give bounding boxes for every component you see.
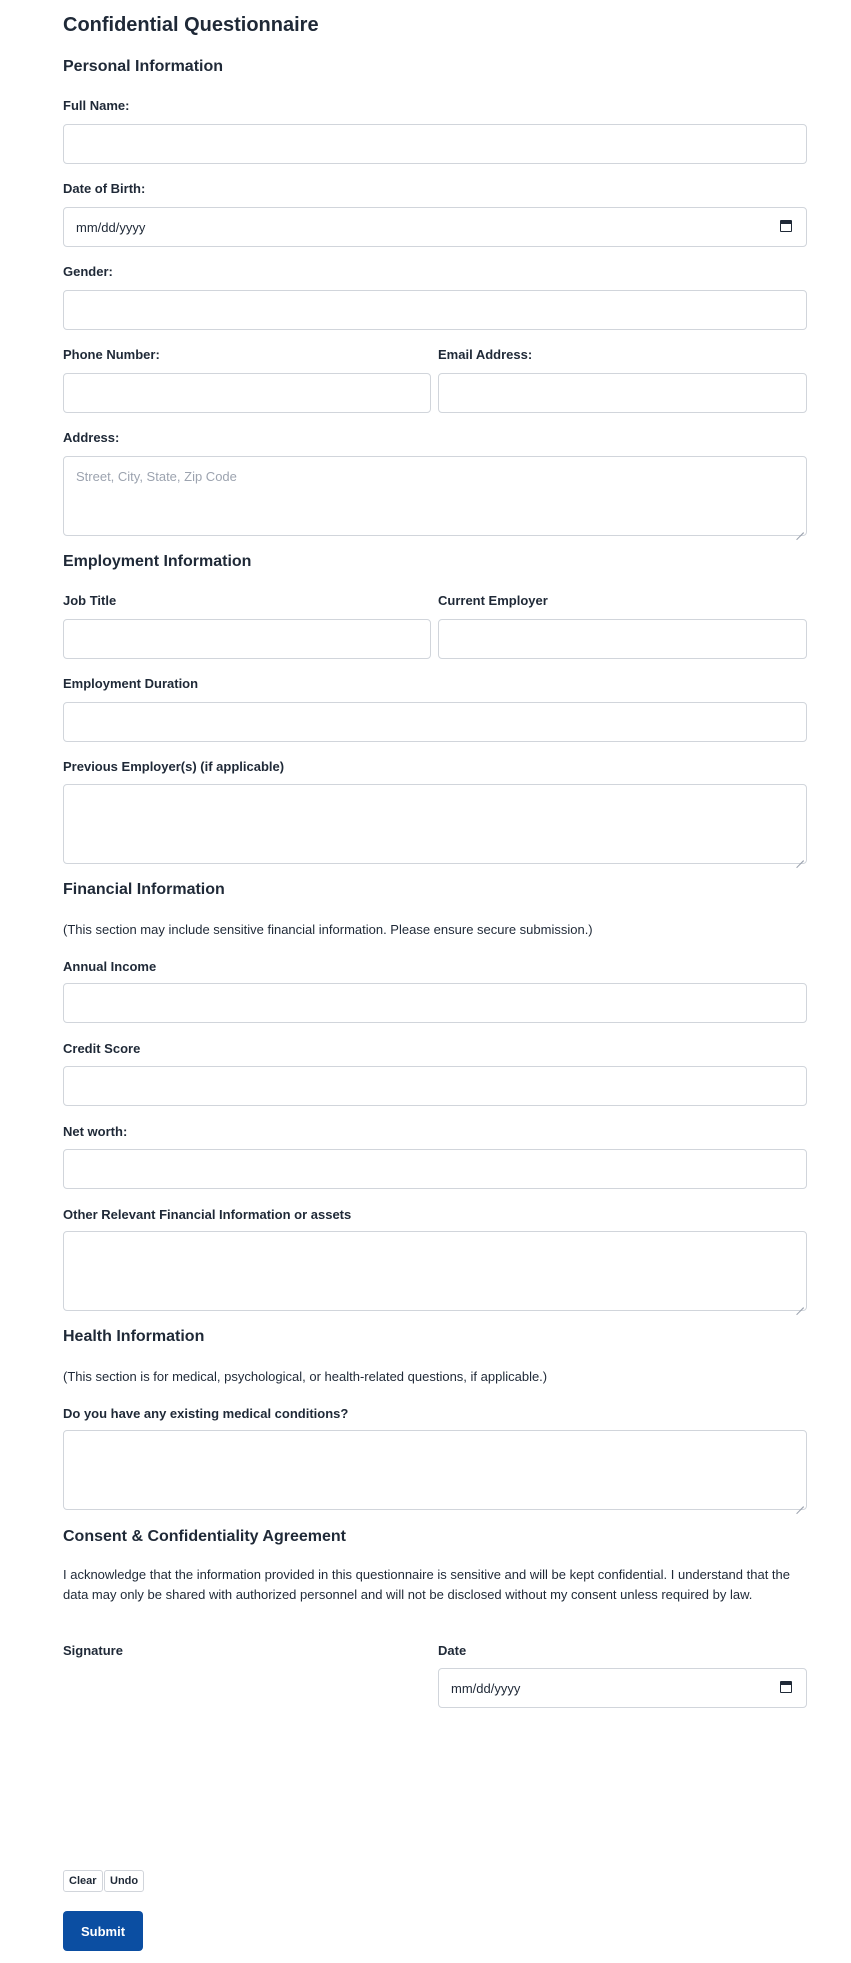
email-input[interactable] <box>438 373 807 413</box>
medical-conditions-label: Do you have any existing medical conditions? <box>63 1406 349 1421</box>
dob-input[interactable] <box>63 207 807 247</box>
consent-heading: Consent & Confidentiality Agreement <box>63 1528 346 1545</box>
previous-employers-label: Previous Employer(s) (if applicable) <box>63 759 285 774</box>
financial-info-heading: Financial Information <box>63 881 225 898</box>
clear-button[interactable]: Clear <box>63 1870 103 1892</box>
full-name-input[interactable] <box>63 124 807 164</box>
signature-pad[interactable] <box>63 1668 431 1858</box>
consent-text: I acknowledge that the information provided in this questionnaire is sensitive and will be kept confidential. I understand that the data may only be shared with authorized personnel and will not be disclosed without my consent unless required by law. <box>63 1567 790 1602</box>
resize-grip-icon[interactable] <box>796 1300 804 1308</box>
phone-label: Phone Number: <box>63 347 160 362</box>
page-title: Confidential Questionnaire <box>63 14 319 36</box>
signature-label: Signature <box>63 1643 123 1658</box>
financial-note: (This section may include sensitive financial information. Please ensure secure submission.) <box>63 922 593 937</box>
job-title-label: Job Title <box>63 593 117 608</box>
health-note: (This section is for medical, psychological, or health-related questions, if applicable.) <box>63 1369 548 1384</box>
current-employer-input[interactable] <box>438 619 807 659</box>
resize-grip-icon[interactable] <box>796 853 804 861</box>
consent-date-input[interactable] <box>438 1668 807 1708</box>
calendar-icon[interactable] <box>780 1681 792 1693</box>
employment-duration-input[interactable] <box>63 702 807 742</box>
medical-conditions-textarea[interactable] <box>63 1430 807 1510</box>
previous-employers-textarea[interactable] <box>63 784 807 864</box>
other-financial-label: Other Relevant Financial Information or assets <box>63 1207 352 1222</box>
submit-button[interactable]: Submit <box>63 1911 143 1951</box>
other-financial-textarea[interactable] <box>63 1231 807 1311</box>
resize-grip-icon[interactable] <box>796 1499 804 1507</box>
calendar-icon[interactable] <box>780 220 792 232</box>
health-info-heading: Health Information <box>63 1328 205 1345</box>
email-label: Email Address: <box>438 347 533 362</box>
credit-score-input[interactable] <box>63 1066 807 1106</box>
gender-input[interactable] <box>63 290 807 330</box>
address-textarea[interactable] <box>63 456 807 536</box>
employment-duration-label: Employment Duration <box>63 676 199 691</box>
dob-label: Date of Birth: <box>63 181 146 196</box>
annual-income-label: Annual Income <box>63 959 157 974</box>
phone-input[interactable] <box>63 373 431 413</box>
consent-date-label: Date <box>438 1643 467 1658</box>
undo-button[interactable]: Undo <box>104 1870 144 1892</box>
credit-score-label: Credit Score <box>63 1041 141 1056</box>
annual-income-input[interactable] <box>63 983 807 1023</box>
address-label: Address: <box>63 430 120 445</box>
gender-label: Gender: <box>63 264 113 279</box>
resize-grip-icon[interactable] <box>796 525 804 533</box>
net-worth-input[interactable] <box>63 1149 807 1189</box>
address-placeholder: Street, City, State, Zip Code <box>76 469 237 484</box>
dob-value: mm/dd/yyyy <box>76 220 146 235</box>
full-name-label: Full Name: <box>63 98 130 113</box>
net-worth-label: Net worth: <box>63 1124 128 1139</box>
consent-date-value: mm/dd/yyyy <box>451 1681 521 1696</box>
current-employer-label: Current Employer <box>438 593 548 608</box>
employment-info-heading: Employment Information <box>63 553 252 570</box>
personal-info-heading: Personal Information <box>63 58 224 75</box>
job-title-input[interactable] <box>63 619 431 659</box>
